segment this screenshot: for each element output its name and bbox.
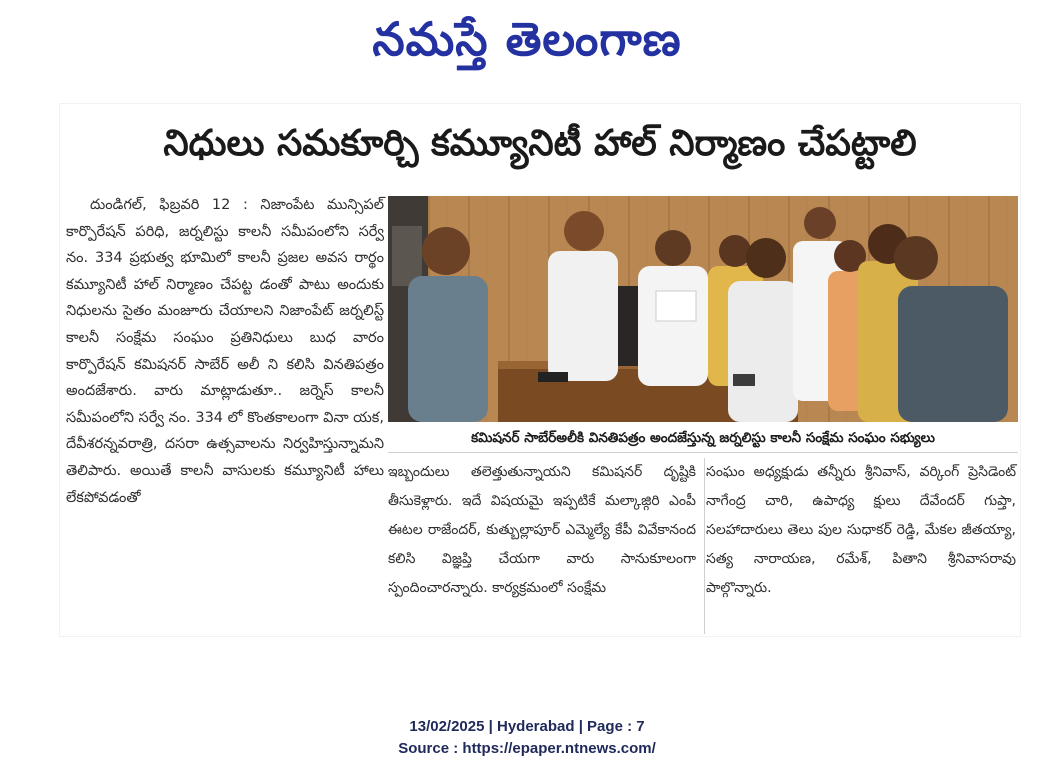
article-text-column-2: ఇబ్బందులు తలెత్తుతున్నాయని కమిషనర్ దృష్టికి తీసుకెళ్లారు. ఇదే విషయమై ఇప్పటికే మల్కాజ్గిరి ఎంపీ ఈటల రాజేందర్, కుత్బుల్లాపూర్ ఎమ్మెల్యే కేపీ వివేకానంద కలిసి విజ్ఞప్తి చేయగా వారు సానుకూలంగా స్పందించారన్నారు. కార్యక్రమంలో సంక్షేమ <box>388 464 696 596</box>
article-column-1 <box>66 192 384 632</box>
article-column-2 <box>388 458 705 634</box>
page-footer <box>0 716 1054 760</box>
article-headline: నిధులు సమకూర్చి కమ్యూనిటీ హాల్ నిర్మాణం చేపట్టాలి <box>163 123 917 164</box>
article-photo <box>388 196 1018 422</box>
caption-divider <box>388 452 1018 453</box>
article-text-column-3: సంఘం అధ్యక్షుడు తన్నీరు శ్రీనివాస్, వర్కింగ్ ప్రెసిడెంట్ నాగేంద్ర చారి, ఉపాధ్య క్షులు దేవేందర్ గుప్తా, సలహాదారులు తెలు పుల సుధాకర్ రెడ్డి, మేకల జీతయ్యా, సత్య నారాయణ, రమేశ్, పితాని శ్రీనివాసరావు పాల్గొన్నారు. <box>706 464 1016 596</box>
footer-date-line: 13/02/2025 | Hyderabad | Page : 7 <box>409 718 645 735</box>
photo-caption: కమిషనర్ సాబేర్‌అలీకి వినతిపత్రం అందజేస్తున్న జర్నలిస్టు కాలనీ సంక్షేమ సంఘం సభ్యులు <box>471 430 935 446</box>
newspaper-masthead: నమస్తే తెలంగాణ <box>372 12 682 66</box>
group-photo-illustration <box>388 196 1018 422</box>
article-column-3 <box>706 458 1016 634</box>
article-text-column-1: దుండిగల్, ఫిబ్రవరి 12 : నిజాంపేట మున్సిపల్ కార్పొరేషన్ పరిధి, జర్నలిస్టు కాలనీ సమీపంలోని సర్వే నం. 334 ప్రభుత్వ భూమిలో కాలనీ ప్రజల అవస రార్థం కమ్యూనిటీ హాల్ నిర్మాణం చేపట్ట డంతో పాటు అందుకు నిధులను సైతం మంజూరు చేయాలని నిజాంపేట్ జర్నలిస్ట్ కాలనీ సంక్షేమ సంఘం ప్రతినిధులు బుధ వారం కార్పొరేషన్ కమిషనర్ సాబేర్ అలీ ని కలిసి వినతిపత్రం అందజేశారు. వారు మాట్లాడుతూ.. జర్నెస్ కాలనీ సమీపంలోని సర్వే నం. 334 లో కొంతకాలంగా వినా యక, దేవీశరన్నవరాత్రి, దసరా ఉత్సవాలను నిర్వహిస్తున్నామని తెలిపారు. అయితే కాలనీ వాసులకు కమ్యూనిటీ హాలు లేకపోవడంతో <box>66 197 384 506</box>
footer-source-line: Source : https://epaper.ntnews.com/ <box>398 740 656 757</box>
